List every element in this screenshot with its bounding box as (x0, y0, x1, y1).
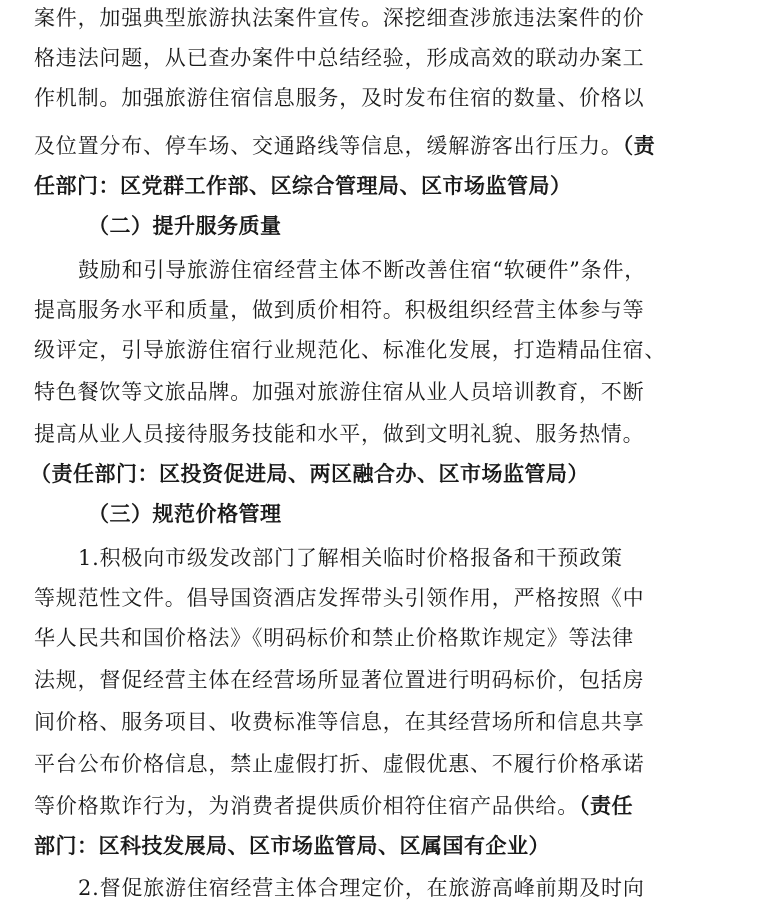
line-text: 任部门：区党群工作部、区综合管理局、区市场监管局） (34, 174, 572, 198)
line-text: 作机制。加强旅游住宿信息服务，及时发布住宿的数量、价格以 (34, 86, 645, 110)
paragraph-line (78, 540, 738, 576)
paragraph-line (34, 80, 734, 116)
line-text: 华人民共和国价格法》《明码标价和禁止价格欺诈规定》等法律 (34, 626, 634, 650)
line-text: 等价格欺诈行为，为消费者提供质价相符住宿产品供给。 (34, 794, 579, 818)
line-text: 平台公布价格信息，禁止虚假打折、虚假优惠、不履行价格承诺 (34, 752, 645, 776)
paragraph-line (34, 332, 734, 368)
paragraph-line (34, 128, 734, 164)
line-text: 提高服务水平和质量，做到质价相符。积极组织经营主体参与等 (34, 298, 645, 322)
responsibility-line (34, 168, 734, 204)
paragraph-line (34, 374, 734, 410)
paragraph-line (34, 40, 734, 76)
line-text: 鼓励和引导旅游住宿经营主体不断改善住宿“软硬件”条件， (78, 258, 647, 282)
paragraph-line (34, 0, 734, 36)
responsibility-prefix: （责任 (579, 794, 633, 818)
line-text: 特色餐饮等文旅品牌。加强对旅游住宿从业人员培训教育，不断 (34, 380, 645, 404)
line-text: 间价格、服务项目、收费标准等信息，在其经营场所和信息共享 (34, 710, 645, 734)
line-text: 及位置分布、停车场、交通路线等信息，缓解游客出行压力。 (34, 134, 623, 158)
heading-text: （二）提升服务质量 (88, 214, 282, 238)
responsibility-prefix: （责 (622, 134, 656, 158)
responsibility-line (30, 456, 730, 492)
paragraph-line (34, 662, 734, 698)
line-text: （责任部门：区投资促进局、两区融合办、区市场监管局） (30, 462, 589, 486)
line-text: 2.督促旅游住宿经营主体合理定价，在旅游高峰前期及时向 (78, 876, 645, 900)
line-text: 提高从业人员接待服务技能和水平，做到文明礼貌、服务热情。 (34, 422, 645, 446)
line-text: 法规，督促经营主体在经营场所显著位置进行明码标价，包括房 (34, 668, 645, 692)
paragraph-line (78, 252, 738, 288)
paragraph-line (78, 870, 738, 906)
paragraph-line (34, 292, 734, 328)
line-text: 等规范性文件。倡导国资酒店发挥带头引领作用，严格按照《中 (34, 586, 645, 610)
line-text: 级评定，引导旅游住宿行业规范化、标准化发展，打造精品住宿、 (34, 338, 667, 362)
paragraph-line (34, 746, 734, 782)
line-text: 格违法问题，从已查办案件中总结经验，形成高效的联动办案工 (34, 46, 645, 70)
paragraph-line (34, 704, 734, 740)
line-text: 案件，加强典型旅游执法案件宣传。深挖细查涉旅违法案件的价 (34, 6, 645, 30)
paragraph-line (34, 620, 734, 656)
responsibility-line (34, 828, 734, 864)
section-heading (88, 496, 488, 532)
line-text: 1.积极向市级发改部门了解相关临时价格报备和干预政策 (78, 546, 623, 570)
paragraph-line (34, 788, 734, 824)
heading-text: （三）规范价格管理 (88, 502, 282, 526)
paragraph-line (34, 580, 734, 616)
paragraph-line (34, 416, 734, 452)
section-heading (88, 208, 488, 244)
line-text: 部门：区科技发展局、区市场监管局、区属国有企业） (34, 834, 550, 858)
